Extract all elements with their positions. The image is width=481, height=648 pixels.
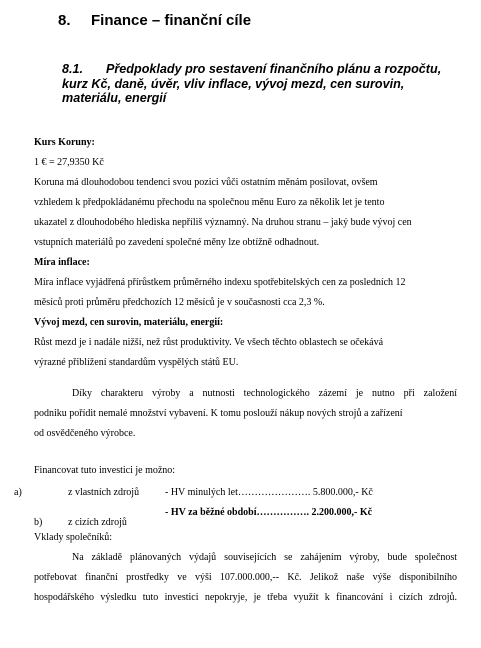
kurs-title: Kurs Koruny: xyxy=(34,137,95,148)
paragraph-line: výrazné přiblížení standardům vyspělých států EU. xyxy=(34,357,239,368)
paragraph-line: Koruna má dlouhodobou tendenci svou pozici vůči ostatním měnám posilovat, ovšem xyxy=(34,177,378,188)
kurs-section xyxy=(34,133,412,373)
mzdy-title: Vývoj mezd, cen surovin, materiálu, energií: xyxy=(34,317,224,328)
paragraph-line: vzhledem k předpokládanému přechodu na společnou měnu Euro za několik let je tento xyxy=(34,197,385,208)
financovani-intro: Financovat tuto investici je možno: xyxy=(34,465,176,476)
section-heading xyxy=(62,62,462,106)
hv-minulych-let: - HV minulých let…………………. 5.800.000,- Kč xyxy=(165,487,373,498)
paragraph-line: ukazatel z dlouhodobého hlediska nepříliš významný. Na druhou stranu – jaký bude vývoj cen xyxy=(34,217,412,228)
vklady-title: Vklady společníků: xyxy=(34,532,113,543)
chapter-heading xyxy=(58,12,251,29)
paragraph-line: Díky charakteru výroby a nutnosti technologického zázemí je nutno při založení xyxy=(72,388,457,399)
paragraph-line: Míra inflace vyjádřená přírůstkem průměrného indexu spotřebitelských cen za posledních 12 xyxy=(34,277,406,288)
paragraph-line: měsíců proti průměru předchozích 12 měsíců je v současnosti cca 2,3 %. xyxy=(34,297,325,308)
kurs-rate: 1 € = 27,9350 Kč xyxy=(34,157,104,168)
chapter-number: 8. xyxy=(58,12,71,29)
list-marker-a: a) xyxy=(14,487,22,498)
vklady-section xyxy=(34,528,457,608)
list-marker-b: b) xyxy=(34,517,43,528)
paragraph-line: vstupních materiálů po zavedení společné měny lze obtížně odhadnout. xyxy=(34,237,320,248)
inflace-title: Míra inflace: xyxy=(34,257,90,268)
paragraph-line: podniku pořídit nemalé množství vybavení. K tomu poslouží nákup nových strojů a zařízení xyxy=(34,408,403,419)
section-title: Předpoklady pro sestavení finančního plánu a rozpočtu, kurz Kč, daně, úvěr, vliv inflace, vývoj mezd, cen surovin, materiálu, energií xyxy=(62,62,442,105)
hv-bezne-obdobi: - HV za běžné období……………. 2.200.000,- Kč xyxy=(165,507,373,518)
paragraph-line: Růst mezd je i nadále nižší, než růst produktivity. Ve všech těchto oblastech se očekává xyxy=(34,337,384,348)
list-label-b: z cizích zdrojů xyxy=(68,517,127,528)
list-label-a: z vlastních zdrojů xyxy=(68,487,140,498)
section-number: 8.1. xyxy=(62,62,84,76)
charakter-paragraph xyxy=(34,384,457,444)
chapter-title: Finance – finanční cíle xyxy=(91,12,252,29)
paragraph-line: potřebovat finanční prostředky ve výši 107.000.000,-- Kč. Jelikož naše výše disponibilního xyxy=(34,572,457,583)
paragraph-line: od osvědčeného výrobce. xyxy=(34,428,136,439)
paragraph-line: hospodářského výsledku tuto investici nepokryje, je třeba využít k financování i cizích zdrojů. xyxy=(34,592,457,603)
paragraph-line: Na základě plánovaných výdajů souvisejících se zahájením výroby, bude společnost xyxy=(72,552,457,563)
